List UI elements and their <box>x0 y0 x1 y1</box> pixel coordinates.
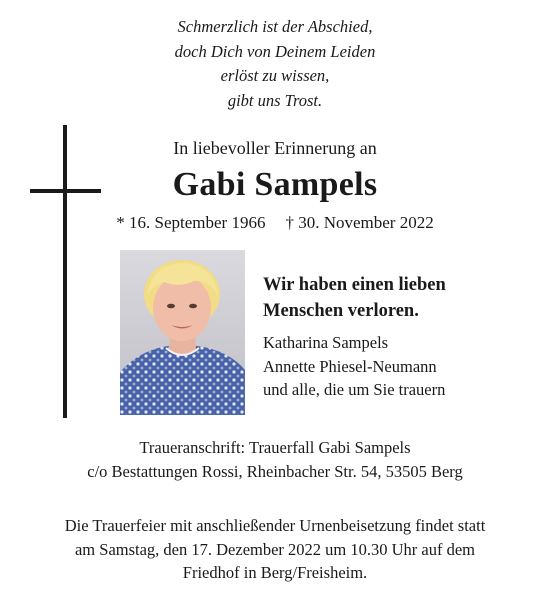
birth-date: * 16. September 1966 <box>116 213 266 232</box>
ceremony-line: Die Trauerfeier mit anschließender Urnenbeisetzung findet statt <box>64 516 486 535</box>
mourner: Katharina Sampels <box>263 333 389 352</box>
poem-line: Schmerzlich ist der Abschied, <box>177 17 373 36</box>
deceased-name: Gabi Sampels <box>172 166 378 203</box>
message-line: Wir haben einen lieben <box>263 275 446 295</box>
mourning-address <box>0 436 550 483</box>
message <box>263 272 446 324</box>
address-line: Traueranschrift: Trauerfall Gabi Sampels <box>139 438 411 457</box>
address-line: c/o Bestattungen Rossi, Rheinbacher Str. 54, 53505 Berg <box>87 461 463 481</box>
mourner: und alle, die um Sie trauern <box>263 380 446 399</box>
poem <box>0 15 550 113</box>
ceremony-line: am Samstag, den 17. Dezember 2022 um 10.30 Uhr auf dem <box>74 539 476 559</box>
death-date: † 30. November 2022 <box>285 213 434 232</box>
ceremony-info <box>0 514 550 585</box>
mourners-list <box>263 331 445 402</box>
poem-line: gibt uns Trost. <box>227 90 323 110</box>
intro-text: In liebevoller Erinnerung an <box>173 138 377 158</box>
mourner: Annette Phiesel-Neumann <box>263 356 437 376</box>
life-dates <box>0 213 550 233</box>
portrait-photo <box>120 250 245 415</box>
message-line: Menschen verloren. <box>263 301 419 321</box>
poem-line: doch Dich von Deinem Leiden <box>174 41 376 61</box>
ceremony-line: Friedhof in Berg/Freisheim. <box>182 563 368 582</box>
poem-line: erlöst zu wissen, <box>220 66 330 85</box>
